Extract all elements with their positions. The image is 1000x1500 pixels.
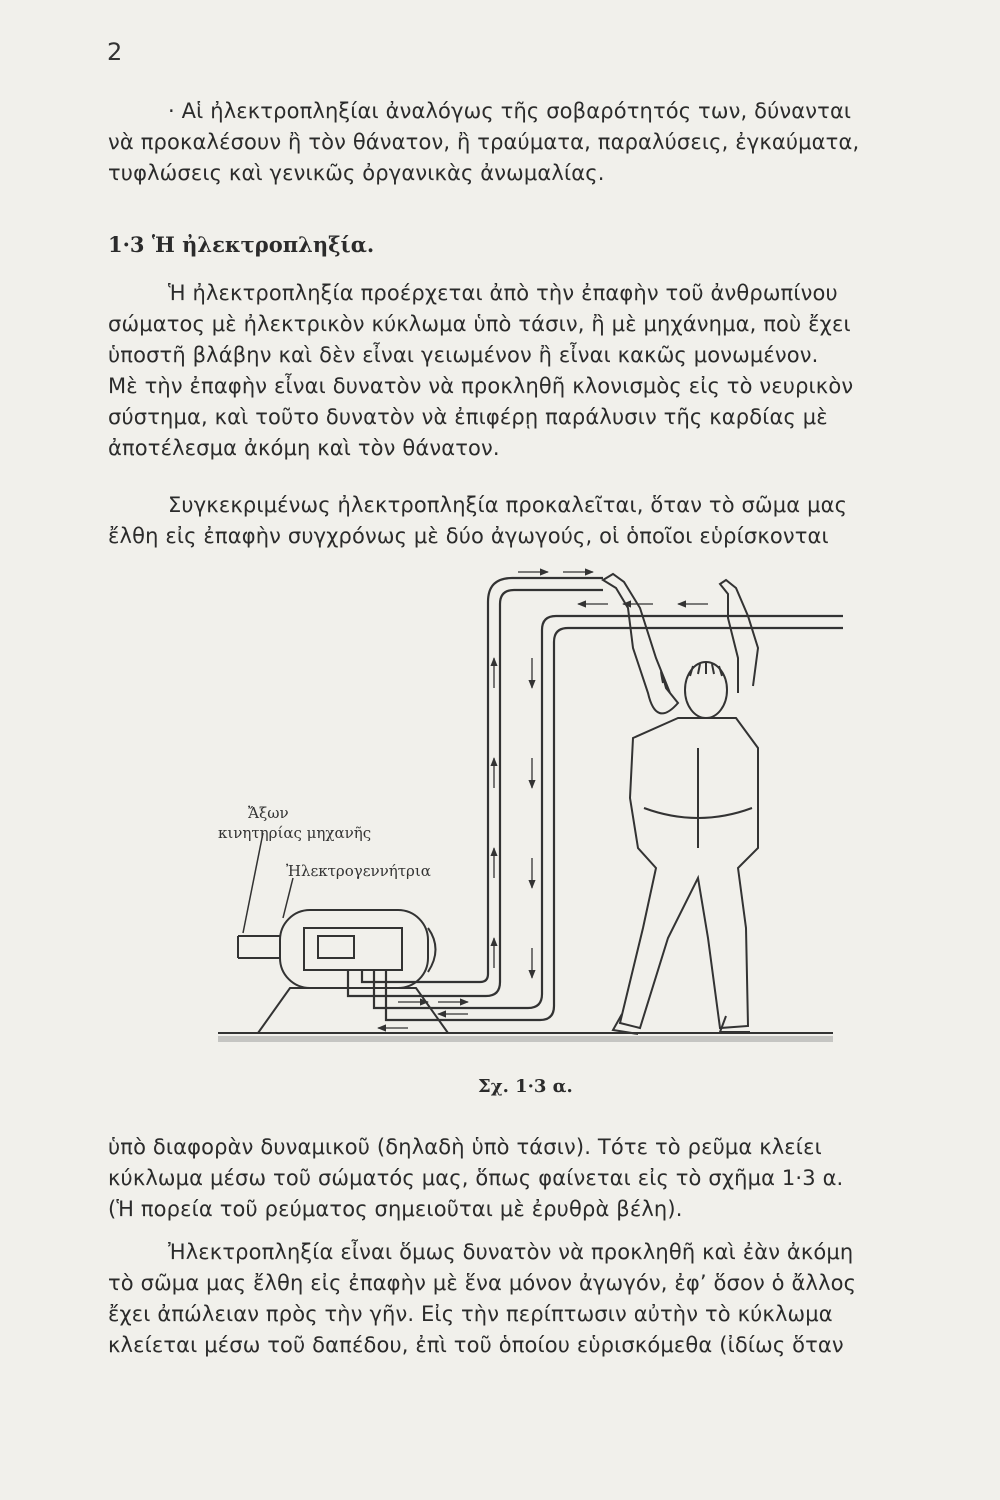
label-generator: Ἠλεκτρογεννήτρια [286, 862, 431, 880]
section-title: 1·3 Ἡ ἠλεκτροπληξία. [108, 232, 375, 257]
figure-caption: Σχ. 1·3 α. [478, 1076, 573, 1097]
text-line: ἔλθη εἰς ἐπαφὴν συγχρόνως μὲ δύο ἀγωγούς, οἱ ὁποῖοι εὑρίσκονται [108, 524, 829, 548]
text-line: (Ἡ πορεία τοῦ ρεύματος σημειοῦται μὲ ἐρυθρὰ βέλη). [108, 1197, 683, 1221]
paragraph-3 [108, 490, 953, 552]
conductor-1 [348, 578, 603, 996]
ground-line [218, 1033, 833, 1042]
label-axle-line-1: Ἄξων [248, 804, 289, 822]
text-line: ὑπὸ διαφορὰν δυναμικοῦ (δηλαδὴ ὑπὸ τάσιν). Τότε τὸ ρεῦμα κλείει [108, 1135, 822, 1159]
label-axle [218, 804, 371, 842]
text-line: τὸ σῶμα μας ἔλθη εἰς ἐπαφὴν μὲ ἕνα μόνον ἀγωγόν, ἐφ’ ὅσον ὁ ἄλλος [108, 1271, 857, 1295]
text-line: Ἡ ἠλεκτροπληξία προέρχεται ἀπὸ τὴν ἐπαφὴν τοῦ ἀνθρωπίνου [168, 281, 838, 305]
text-line: σύστημα, καὶ τοῦτο δυνατὸν νὰ ἐπιφέρῃ παράλυσιν τῆς καρδίας μὲ [108, 405, 828, 429]
paragraph-5 [108, 1237, 953, 1361]
page-number: 2 [107, 38, 123, 66]
pointer-line-generator [283, 878, 293, 918]
figure-electric-shock-circuit [108, 568, 953, 1058]
text-line: ἔχει ἀπώλειαν πρὸς τὴν γῆν. Εἰς τὴν περίπτωσιν αὐτὴν τὸ κύκλωμα [108, 1302, 833, 1326]
text-line: ἀποτέλεσμα ἀκόμη καὶ τὸν θάνατον. [108, 436, 500, 460]
text-line: σώματος μὲ ἠλεκτρικὸν κύκλωμα ὑπὸ τάσιν, ἢ μὲ μηχάνημα, ποὺ ἔχει [108, 312, 851, 336]
conductor-2 [374, 616, 843, 1020]
text-line: Μὲ τὴν ἐπαφὴν εἶναι δυνατὸν νὰ προκληθῆ κλονισμὸς εἰς τὸ νευρικὸν [108, 374, 854, 398]
generator [238, 910, 448, 1033]
text-line: τυφλώσεις καὶ γενικῶς ὀργανικὰς ἀνωμαλίας. [108, 161, 605, 185]
text-line: Συγκεκριμένως ἠλεκτροπληξία προκαλεῖται, ὅταν τὸ σῶμα μας [168, 493, 848, 517]
paragraph-4 [108, 1132, 953, 1225]
text-line: νὰ προκαλέσουν ἢ τὸν θάνατον, ἢ τραύματα, παραλύσεις, ἐγκαύματα, [108, 130, 860, 154]
man-figure [603, 574, 758, 1034]
paragraph-2 [108, 278, 953, 464]
text-line: Ἠλεκτροπληξία εἶναι ὅμως δυνατὸν νὰ προκληθῆ καὶ ἐὰν ἀκόμη [168, 1240, 854, 1264]
text-line: ὑποστῆ βλάβην καὶ δὲν εἶναι γειωμένον ἢ εἶναι κακῶς μονωμένον. [108, 343, 819, 367]
text-line: κλείεται μέσω τοῦ δαπέδου, ἐπὶ τοῦ ὁποίου εὑρισκόμεθα (ἰδίως ὅταν [108, 1333, 844, 1357]
label-axle-line-2: κινητηρίας μηχανῆς [218, 824, 372, 842]
pointer-line-axle [243, 833, 263, 933]
text-line: κύκλωμα μέσω τοῦ σώματός μας, ὅπως φαίνεται εἰς τὸ σχῆμα 1·3 α. [108, 1166, 844, 1190]
text-line: · Αἱ ἠλεκτροπληξίαι ἀναλόγως τῆς σοβαρότητός των, δύνανται [168, 99, 852, 123]
paragraph-1 [108, 96, 953, 189]
